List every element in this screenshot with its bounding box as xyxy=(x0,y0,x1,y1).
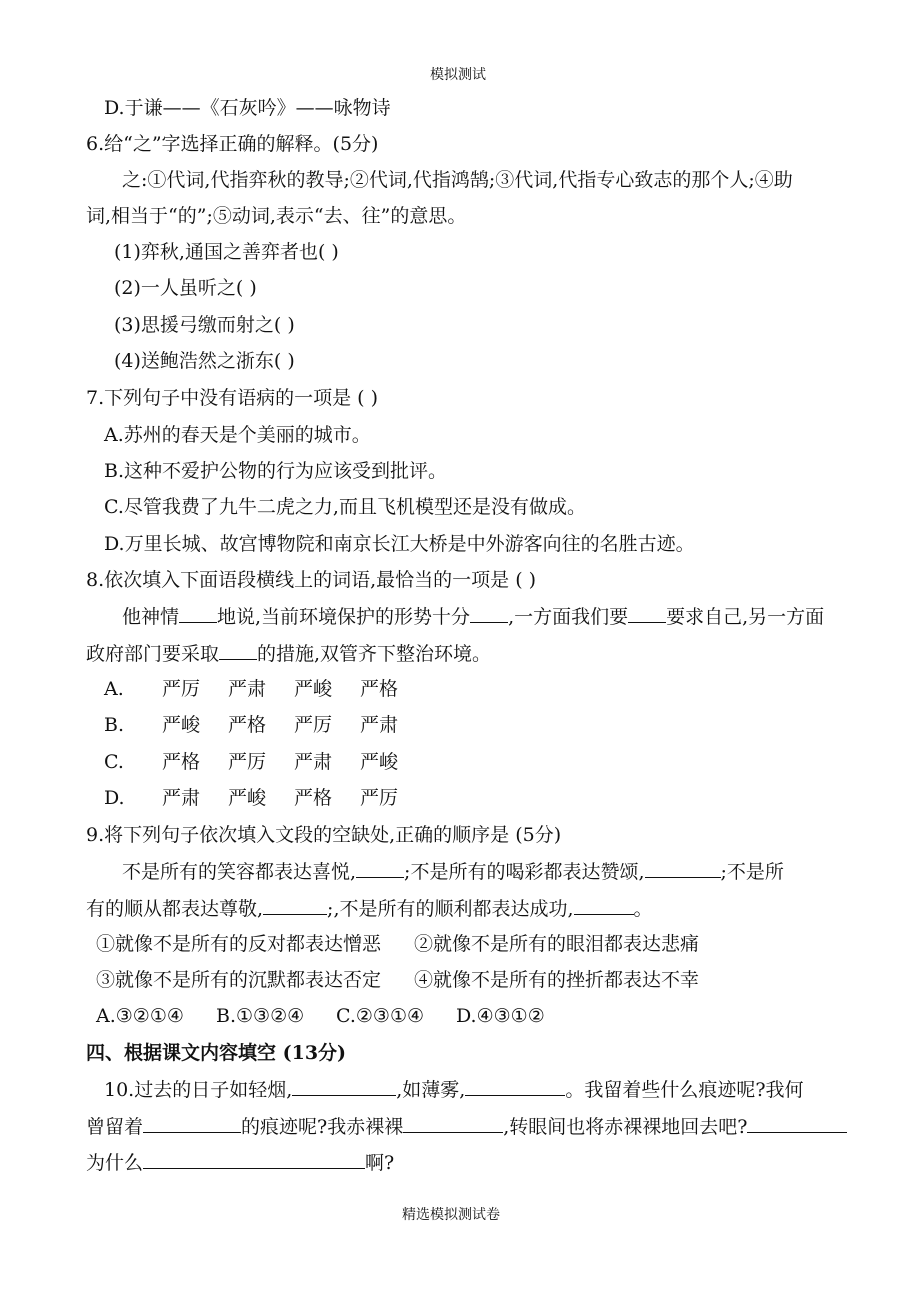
q5-option-d: D.于谦——《石灰吟》——咏物诗 xyxy=(104,97,391,119)
q8-option-label: D. xyxy=(104,787,125,809)
q9-text: ;不是所 xyxy=(720,861,784,883)
q8-word: 严峻 xyxy=(162,714,201,736)
q8-word: 严厉 xyxy=(360,787,399,809)
q8-passage-line1 xyxy=(122,604,824,629)
q9-text: 不是所有的笑容都表达喜悦, xyxy=(122,861,357,883)
q8-text: 要求自己,另一方面 xyxy=(666,606,825,628)
q10-text: ,转眼间也将赤裸裸地回去吧? xyxy=(503,1116,748,1138)
q10-text: 10.过去的日子如轻烟, xyxy=(104,1079,293,1101)
q8-text: 地说,当前环境保护的形势十分 xyxy=(217,606,471,628)
q10-line1 xyxy=(104,1077,804,1102)
q10-blank-4[interactable] xyxy=(403,1114,503,1133)
q10-line2 xyxy=(86,1114,847,1139)
q8-word: 严格 xyxy=(228,714,267,736)
q9-blank-2[interactable] xyxy=(645,859,721,878)
q9-options xyxy=(96,1004,545,1028)
q9-passage-line2 xyxy=(86,896,653,921)
q9-blank-4[interactable] xyxy=(574,896,634,915)
q7-option-a: A.苏州的春天是个美丽的城市。 xyxy=(104,424,371,446)
q9-option-c: C.②③①④ xyxy=(336,1005,425,1027)
q8-word: 严峻 xyxy=(360,751,399,773)
q10-text: 。我留着些什么痕迹呢?我何 xyxy=(565,1079,804,1101)
q6-definitions-line2: 词,相当于“的”;⑤动词,表示“去、往”的意思。 xyxy=(86,205,467,227)
q10-text: 啊? xyxy=(365,1152,395,1174)
q10-text: ,如薄雾, xyxy=(396,1079,466,1101)
q9-sentence-3: ③就像不是所有的沉默都表达否定 xyxy=(96,969,382,991)
q8-passage-line2 xyxy=(86,641,491,666)
q9-text: ;不是所有的喝彩都表达赞颂, xyxy=(404,861,645,883)
q9-passage-line1 xyxy=(122,859,784,884)
q8-text: 政府部门要采取 xyxy=(86,643,220,665)
q8-text: ,一方面我们要 xyxy=(508,606,629,628)
q8-word: 严厉 xyxy=(228,751,267,773)
q8-word: 严肃 xyxy=(360,714,399,736)
q8-blank-4[interactable] xyxy=(219,641,257,660)
q10-blank-3[interactable] xyxy=(143,1114,241,1133)
q8-text: 他神情 xyxy=(122,606,180,628)
section-4-heading: 四、根据课文内容填空 (13分) xyxy=(86,1042,347,1064)
q10-text: 为什么 xyxy=(86,1152,144,1174)
q8-blank-3[interactable] xyxy=(628,604,666,623)
q6-item-3: (3)思援弓缴而射之( ) xyxy=(114,314,295,336)
q8-word: 严厉 xyxy=(294,714,333,736)
q8-word: 严峻 xyxy=(294,678,333,700)
q9-option-d: D.④③①② xyxy=(456,1005,545,1027)
q9-title: 9.将下列句子依次填入文段的空缺处,正确的顺序是 (5分) xyxy=(86,824,562,846)
q7-title: 7.下列句子中没有语病的一项是 ( ) xyxy=(86,387,379,409)
q6-definitions-line1: 之:①代词,代指弈秋的教导;②代词,代指鸿鹄;③代词,代指专心致志的那个人;④助 xyxy=(122,169,793,191)
q9-option-b: B.①③②④ xyxy=(216,1005,305,1027)
q8-word: 严峻 xyxy=(228,787,267,809)
q8-word: 严肃 xyxy=(162,787,201,809)
q10-blank-6[interactable] xyxy=(143,1150,365,1169)
q9-text: 。 xyxy=(633,898,653,920)
q8-option-d xyxy=(104,786,426,810)
q9-text: 有的顺从都表达尊敬, xyxy=(86,898,264,920)
q8-option-label: A. xyxy=(104,678,124,700)
q8-word: 严肃 xyxy=(228,678,267,700)
q10-blank-1[interactable] xyxy=(292,1077,396,1096)
q6-item-1: (1)弈秋,通国之善弈者也( ) xyxy=(114,241,339,263)
q9-sentence-4: ④就像不是所有的挫折都表达不幸 xyxy=(414,969,700,991)
q8-title: 8.依次填入下面语段横线上的词语,最恰当的一项是 ( ) xyxy=(86,569,537,591)
q8-text: 的措施,双管齐下整治环境。 xyxy=(257,643,492,665)
q9-option-a: A.③②①④ xyxy=(96,1005,184,1027)
q8-blank-2[interactable] xyxy=(470,604,508,623)
page-footer: 精选模拟测试卷 xyxy=(402,1207,500,1223)
q7-option-d: D.万里长城、故宫博物院和南京长江大桥是中外游客向往的名胜古迹。 xyxy=(104,533,695,555)
q8-option-label: B. xyxy=(104,714,125,736)
q10-text: 的痕迹呢?我赤裸裸 xyxy=(241,1116,404,1138)
q8-option-label: C. xyxy=(104,751,124,773)
q8-option-b xyxy=(104,713,426,737)
q7-option-c: C.尽管我费了九牛二虎之力,而且飞机模型还是没有做成。 xyxy=(104,496,586,518)
q9-sentence-1: ①就像不是所有的反对都表达憎恶 xyxy=(96,933,382,955)
q9-blank-1[interactable] xyxy=(356,859,404,878)
q8-option-c xyxy=(104,750,426,774)
q9-sentence-2: ②就像不是所有的眼泪都表达悲痛 xyxy=(414,933,700,955)
q8-blank-1[interactable] xyxy=(179,604,217,623)
q6-title: 6.给“之”字选择正确的解释。(5分) xyxy=(86,133,379,155)
q10-blank-5[interactable] xyxy=(747,1114,847,1133)
q8-word: 严肃 xyxy=(294,751,333,773)
q10-text: 曾留着 xyxy=(86,1116,144,1138)
q9-text: ;,不是所有的顺利都表达成功, xyxy=(327,898,574,920)
q10-line3 xyxy=(86,1150,394,1175)
q8-word: 严厉 xyxy=(162,678,201,700)
q10-blank-2[interactable] xyxy=(465,1077,565,1096)
page-header: 模拟测试 xyxy=(430,67,486,83)
q7-option-b: B.这种不爱护公物的行为应该受到批评。 xyxy=(104,460,448,482)
q8-word: 严格 xyxy=(162,751,201,773)
q8-option-a xyxy=(104,677,426,701)
q8-word: 严格 xyxy=(294,787,333,809)
q8-word: 严格 xyxy=(360,678,399,700)
q6-item-4: (4)送鲍浩然之浙东( ) xyxy=(114,350,295,372)
q9-blank-3[interactable] xyxy=(263,896,327,915)
q6-item-2: (2)一人虽听之( ) xyxy=(114,277,257,299)
